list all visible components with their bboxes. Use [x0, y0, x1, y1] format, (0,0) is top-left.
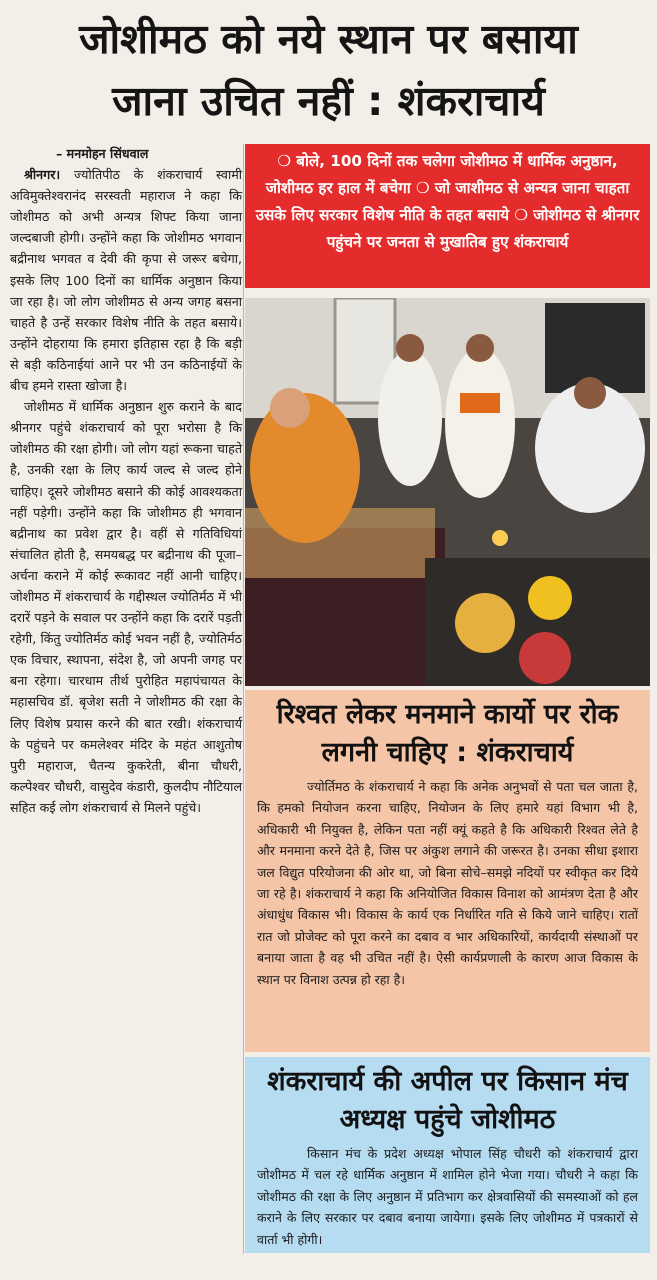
column-divider [243, 144, 244, 1254]
article-paragraph-1-text: ज्योतिपीठ के शंकराचार्य स्वामी अविमुक्तेश्वरानंद सरस्वती महाराज ने कहा कि जोशीमठ को अभी अन्यत्र शिफ्ट किया जाना जल्दबाजी होगी। उन्होंने कहा कि जोशीमठ भगवान बद्रीनाथ भगवत व देवी की कृपा से जरूर बचेगा, इसके लिए 100 दिनों का धार्मिक अनुष्ठान किया जा रहा है। जो लोग जोशीमठ से अन्य जगह बसना चाहते है उन्हें सरकार विशेष नीति के तहत बसाये। उन्होंने दोहराया कि हमारा इतिहास रहा है कि बड़ी से बड़ी कठिनाईयां आने पर भी उन कठिनाईयों के बीच हमने रास्ता खोजा है। [10, 167, 242, 394]
box-bribery-title: रिश्वत लेकर मनमाने कार्यो पर रोक लगनी चाहिए : शंकराचार्य [276, 699, 619, 768]
box-kisan-manch [245, 1057, 650, 1253]
photo-illustration [245, 298, 650, 686]
headline-line-2: जाना उचित नहीं : शंकराचार्य [112, 77, 545, 125]
headline [0, 8, 657, 132]
box-bribery-text: ज्योर्तिमठ के शंकराचार्य ने कहा कि अनेक अनुभवों से पता चल जाता है, कि हमको नियोजन करना चाहिए, नियोजन के लिए हमारे यहां विभाग भी है, अधिकारी भी नियुक्त है, लेकिन पता नहीं क्यूं कहते है कि अधिकारी रिश्वत लेते है और मनमाना करने देते है, जिस पर अंकुश लगाने की जरूरत है। उनका सीधा इशारा जल विद्युत परियोजना की ओर था, जो बिना सोचे–समझे नदियों पर स्वीकृत कर दिये जा रहे है। शंकराचार्य ने कहा कि अनियोजित विकास विनाश को आमंत्रण देता है और अंधाधुंध विकास भी। विकास के कार्य एक निर्धारित गति से किये जाने चाहिए। रातों रात जो प्रोजेक्ट को पूरा करने का दबाव व भार अधिकारियों, कार्यदायी संस्थाओं पर बनाया जाता है वह भी उचित नहीं है। ऐसी कार्यप्रणाली के कारण आज विकास के स्थान पर विनाश उत्पन्न हो रहा है। [257, 779, 638, 987]
news-photo [245, 298, 650, 686]
highlight-box: ❍ बोले, 100 दिनों तक चलेगा जोशीमठ में धार्मिक अनुष्ठान, जोशीमठ हर हाल में बचेगा ❍ जो जाशीमठ से अन्यत्र जाना चाहता उसके लिए सरकार विशेष नीति के तहत बसाये ❍ जोशीमठ से श्रीनगर पहुंचने पर जनता से मुखातिब हुए शंकराचार्य [245, 144, 650, 288]
box-bribery-body [245, 772, 650, 990]
article-paragraph-2: जोशीमठ में धार्मिक अनुष्ठान शुरु कराने के बाद श्रीनगर पहुंचे शंकराचार्य को पूरा भरोसा है कि जोशीमठ की रक्षा होगी। जो लोग यहां रूकना चाहते है, उनकी रक्षा के लिए कार्य जल्द से जल्द होने चाहिए। दूसरे जोशीमठ बसाने की कोई आवश्यकता नहीं पड़ेगी। उन्होंने कहा कि जोशीमठ ही भगवान बद्रीनाथ का प्रवेश द्वार है। वहीं से गतिविधियां संचालित होती है, समयबद्ध पर बद्रीनाथ की पूजा–अर्चना कराने में कोई रूकावट नहीं आनी चाहिए। जोशीमठ में शंकराचार्य के गद्दीस्थल ज्योतिर्मठ में भी दरारें पड़ने के सवाल पर उन्होंने कहा कि दरारें पड़ती रहेगी, किंतु ज्योतिर्मठ कोई भवन नहीं है, ज्योतिर्मठ एक विचार, स्थापना, संदेश है, जो अपनी जगह पर बना रहेगा। चारधाम तीर्थ पुरोहित महापंचायत के महासचिव डॉ. बृजेश सती ने जोशीमठ की रक्षा के लिए विशेष प्रयास करने की बात रखी। शंकराचार्य के पहुंचने पर कमलेश्वर मंदिर के महंत आशुतोष पुरी महाराज, चैतन्य कुकरेती, बीना चौधरी, कल्पेश्वर चौधरी, वासुदेव कंडारी, कुलदीप नौटियाल सहित कई लोग शंकराचार्य से मिलने पहुंचे। [10, 399, 242, 815]
box-bribery [245, 690, 650, 1052]
box-kisan-body [245, 1139, 650, 1250]
box-kisan-text: किसान मंच के प्रदेश अध्यक्ष भोपाल सिंह चौधरी को शंकराचार्य द्वारा जोशीमठ में चल रहे धार्मिक अनुष्ठान में शामिल होने भेजा गया। चौधरी ने कहा कि जोशीमठ की रक्षा के लिए अनुष्ठान में प्रतिभाग कर क्षेत्रवासियों की समस्याओं को हल कराने के लिए सरकार पर दबाव बनाया जायेगा। इसके लिए जोशीमठ में पत्रकारों से वार्ता भी होगी। [257, 1146, 638, 1247]
byline: – मनमोहन सिंधवाल [56, 146, 149, 161]
dateline: श्रीनगर। [24, 167, 61, 183]
headline-line-1: जोशीमठ को नये स्थान पर बसाया [79, 15, 578, 63]
article-paragraph-1 [10, 164, 242, 396]
box-kisan-title: शंकराचार्य की अपील पर किसान मंच अध्यक्ष पहुंचे जोशीमठ [267, 1066, 628, 1135]
left-article [10, 143, 242, 818]
